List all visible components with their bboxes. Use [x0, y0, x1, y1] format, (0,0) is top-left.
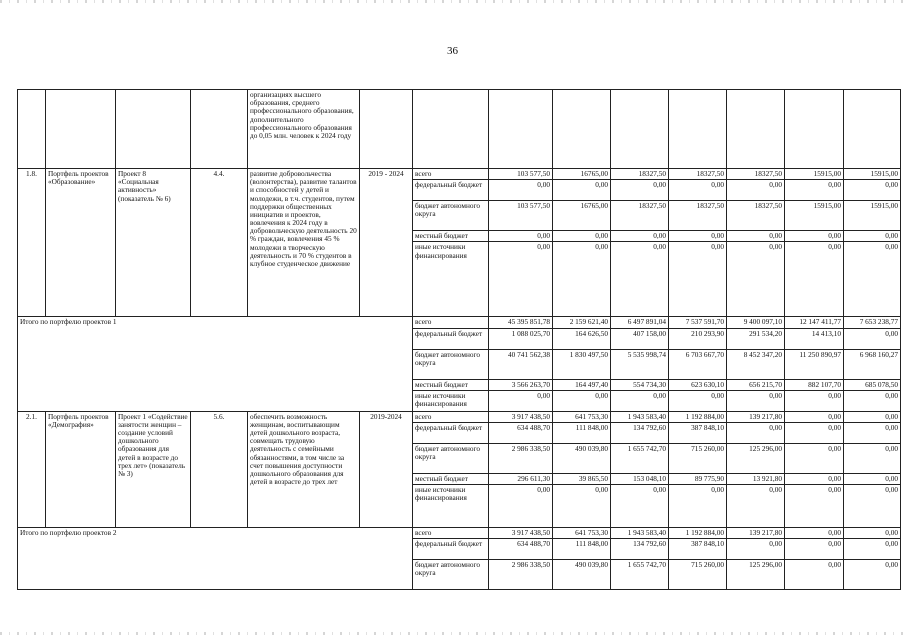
amount-cell: 0,00 [611, 231, 669, 242]
amount-cell: 0,00 [669, 485, 727, 528]
amount-cell: 0,00 [727, 485, 785, 528]
amount-cell: 0,00 [844, 539, 901, 560]
table-cell [46, 90, 116, 169]
amount-cell: 1 943 583,40 [611, 411, 669, 422]
amount-cell: 715 260,00 [669, 560, 727, 590]
funding-source-cell: всего [413, 528, 489, 539]
scan-noise-bottom [0, 632, 905, 635]
amount-cell: 634 488,70 [489, 539, 553, 560]
amount-cell: 0,00 [489, 180, 553, 201]
amount-cell: 0,00 [727, 539, 785, 560]
amount-cell: 0,00 [669, 390, 727, 411]
amount-cell: 7 653 238,77 [844, 317, 901, 328]
amount-cell: 111 848,00 [553, 539, 611, 560]
amount-cell: 0,00 [785, 231, 844, 242]
amount-cell: 0,00 [553, 231, 611, 242]
amount-cell: 18327,50 [611, 201, 669, 231]
amount-cell: 6 968 160,27 [844, 349, 901, 379]
scan-noise-top [0, 0, 905, 3]
amount-cell: 0,00 [489, 231, 553, 242]
amount-cell: 45 395 851,78 [489, 317, 553, 328]
table-row [18, 411, 901, 422]
code-cell: 4.4. [191, 169, 248, 317]
row-number-cell: 1.8. [18, 169, 46, 317]
table-cell [360, 90, 413, 169]
amount-cell: 139 217,80 [727, 528, 785, 539]
period-cell: 2019-2024 [360, 411, 413, 527]
funding-source-cell: местный бюджет [413, 379, 489, 390]
funding-source-cell: бюджет автономного округа [413, 560, 489, 590]
funding-source-cell: иные источники финансирования [413, 390, 489, 411]
funding-source-cell: бюджет автономного округа [413, 443, 489, 473]
amount-cell: 103 577,50 [489, 201, 553, 231]
amount-cell: 0,00 [489, 242, 553, 317]
amount-cell: 0,00 [844, 180, 901, 201]
funding-source-cell: всего [413, 317, 489, 328]
amount-cell: 153 048,10 [611, 473, 669, 484]
amount-cell: 7 537 591,70 [669, 317, 727, 328]
table-cell [489, 90, 553, 169]
amount-cell: 40 741 562,38 [489, 349, 553, 379]
table-row [18, 90, 901, 169]
project-cell: Проект 8 «Социальная активность» (показатель № 6) [116, 169, 191, 317]
total-label-cell: Итого по портфелю проектов 2 [18, 528, 413, 590]
amount-cell: 89 775,90 [669, 473, 727, 484]
amount-cell: 0,00 [785, 560, 844, 590]
table-row [18, 317, 901, 328]
amount-cell: 291 534,20 [727, 328, 785, 349]
page-number: 36 [447, 45, 458, 57]
amount-cell: 0,00 [785, 242, 844, 317]
amount-cell: 11 250 890,97 [785, 349, 844, 379]
amount-cell: 0,00 [785, 539, 844, 560]
table-cell [553, 90, 611, 169]
table-row [18, 169, 901, 180]
amount-cell: 1 192 884,00 [669, 411, 727, 422]
amount-cell: 0,00 [611, 485, 669, 528]
amount-cell: 164 626,50 [553, 328, 611, 349]
amount-cell: 296 611,30 [489, 473, 553, 484]
amount-cell: 3 917 438,50 [489, 411, 553, 422]
funding-source-cell: федеральный бюджет [413, 328, 489, 349]
table-cell [18, 90, 46, 169]
amount-cell: 0,00 [553, 180, 611, 201]
funding-source-cell: всего [413, 169, 489, 180]
amount-cell: 1 830 497,50 [553, 349, 611, 379]
amount-cell: 0,00 [844, 528, 901, 539]
amount-cell: 634 488,70 [489, 422, 553, 443]
table-cell [785, 90, 844, 169]
amount-cell: 1 655 742,70 [611, 443, 669, 473]
table-cell [844, 90, 901, 169]
code-cell: 5.6. [191, 411, 248, 527]
amount-cell: 15915,00 [785, 201, 844, 231]
table-row [18, 528, 901, 539]
funding-source-cell: федеральный бюджет [413, 539, 489, 560]
amount-cell: 3 917 438,50 [489, 528, 553, 539]
amount-cell: 139 217,80 [727, 411, 785, 422]
amount-cell: 0,00 [785, 390, 844, 411]
amount-cell: 0,00 [785, 528, 844, 539]
portfolio-cell: Портфель проектов «Демография» [46, 411, 116, 527]
amount-cell: 0,00 [489, 485, 553, 528]
funding-source-cell: иные источники финансирования [413, 242, 489, 317]
amount-cell: 0,00 [611, 390, 669, 411]
funding-source-cell: бюджет автономного округа [413, 349, 489, 379]
amount-cell: 6 497 891,04 [611, 317, 669, 328]
amount-cell: 387 848,10 [669, 539, 727, 560]
amount-cell: 0,00 [844, 422, 901, 443]
funding-source-cell: федеральный бюджет [413, 180, 489, 201]
amount-cell: 39 865,50 [553, 473, 611, 484]
amount-cell: 0,00 [785, 180, 844, 201]
amount-cell: 0,00 [785, 422, 844, 443]
amount-cell: 2 986 338,50 [489, 560, 553, 590]
project-cell: Проект 1 «Содействие занятости женщин – создание условий дошкольного образования для детей в возрасте до трех лет» (показатель № 3) [116, 411, 191, 527]
amount-cell: 0,00 [727, 422, 785, 443]
amount-cell: 0,00 [669, 231, 727, 242]
amount-cell: 0,00 [785, 473, 844, 484]
amount-cell: 715 260,00 [669, 443, 727, 473]
amount-cell: 407 158,00 [611, 328, 669, 349]
amount-cell: 14 413,10 [785, 328, 844, 349]
amount-cell: 0,00 [844, 473, 901, 484]
amount-cell: 9 400 097,10 [727, 317, 785, 328]
total-label-cell: Итого по портфелю проектов 1 [18, 317, 413, 411]
amount-cell: 2 159 621,40 [553, 317, 611, 328]
funding-table [17, 89, 901, 590]
amount-cell: 641 753,30 [553, 411, 611, 422]
amount-cell: 0,00 [844, 485, 901, 528]
table-cell [116, 90, 191, 169]
amount-cell: 0,00 [844, 242, 901, 317]
amount-cell: 0,00 [844, 328, 901, 349]
amount-cell: 5 535 998,74 [611, 349, 669, 379]
amount-cell: 0,00 [669, 180, 727, 201]
table-cell [727, 90, 785, 169]
amount-cell: 134 792,60 [611, 539, 669, 560]
amount-cell: 1 655 742,70 [611, 560, 669, 590]
amount-cell: 125 296,00 [727, 443, 785, 473]
amount-cell: 490 039,80 [553, 560, 611, 590]
amount-cell: 623 630,10 [669, 379, 727, 390]
amount-cell: 18327,50 [669, 169, 727, 180]
amount-cell: 0,00 [727, 180, 785, 201]
amount-cell: 0,00 [844, 560, 901, 590]
funding-source-cell: местный бюджет [413, 231, 489, 242]
amount-cell: 0,00 [844, 443, 901, 473]
amount-cell: 641 753,30 [553, 528, 611, 539]
funding-source-cell: иные источники финансирования [413, 485, 489, 528]
amount-cell: 134 792,60 [611, 422, 669, 443]
amount-cell: 554 734,30 [611, 379, 669, 390]
amount-cell: 685 078,50 [844, 379, 901, 390]
amount-cell: 0,00 [727, 242, 785, 317]
amount-cell: 1 192 884,00 [669, 528, 727, 539]
amount-cell: 0,00 [489, 390, 553, 411]
description-cell: организациях высшего образования, среднего профессионального образования, дополнительного профессионального образования до 0,05 млн. человек к 2024 году [248, 90, 360, 169]
amount-cell: 111 848,00 [553, 422, 611, 443]
amount-cell: 15915,00 [785, 169, 844, 180]
amount-cell: 656 215,70 [727, 379, 785, 390]
period-cell: 2019 - 2024 [360, 169, 413, 317]
amount-cell: 1 088 025,70 [489, 328, 553, 349]
table-cell [669, 90, 727, 169]
amount-cell: 18327,50 [727, 169, 785, 180]
amount-cell: 490 039,80 [553, 443, 611, 473]
amount-cell: 1 943 583,40 [611, 528, 669, 539]
amount-cell: 0,00 [611, 180, 669, 201]
amount-cell: 18327,50 [611, 169, 669, 180]
amount-cell: 125 296,00 [727, 560, 785, 590]
amount-cell: 2 986 338,50 [489, 443, 553, 473]
portfolio-cell: Портфель проектов «Образование» [46, 169, 116, 317]
table-cell [413, 90, 489, 169]
amount-cell: 0,00 [727, 390, 785, 411]
amount-cell: 16765,00 [553, 169, 611, 180]
amount-cell: 0,00 [844, 390, 901, 411]
amount-cell: 15915,00 [844, 201, 901, 231]
table-cell [611, 90, 669, 169]
amount-cell: 15915,00 [844, 169, 901, 180]
amount-cell: 0,00 [553, 242, 611, 317]
amount-cell: 0,00 [785, 485, 844, 528]
funding-source-cell: федеральный бюджет [413, 422, 489, 443]
amount-cell: 0,00 [844, 231, 901, 242]
amount-cell: 0,00 [553, 390, 611, 411]
amount-cell: 12 147 411,77 [785, 317, 844, 328]
amount-cell: 210 293,90 [669, 328, 727, 349]
amount-cell: 387 848,10 [669, 422, 727, 443]
amount-cell: 0,00 [611, 242, 669, 317]
amount-cell: 0,00 [669, 242, 727, 317]
amount-cell: 16765,00 [553, 201, 611, 231]
row-number-cell: 2.1. [18, 411, 46, 527]
amount-cell: 3 566 263,70 [489, 379, 553, 390]
amount-cell: 8 452 347,20 [727, 349, 785, 379]
funding-source-cell: всего [413, 411, 489, 422]
amount-cell: 0,00 [785, 443, 844, 473]
amount-cell: 18327,50 [727, 201, 785, 231]
amount-cell: 0,00 [727, 231, 785, 242]
funding-source-cell: местный бюджет [413, 473, 489, 484]
amount-cell: 0,00 [844, 411, 901, 422]
amount-cell: 882 107,70 [785, 379, 844, 390]
amount-cell: 13 921,80 [727, 473, 785, 484]
amount-cell: 103 577,50 [489, 169, 553, 180]
funding-source-cell: бюджет автономного округа [413, 201, 489, 231]
amount-cell: 164 497,40 [553, 379, 611, 390]
amount-cell: 0,00 [553, 485, 611, 528]
amount-cell: 18327,50 [669, 201, 727, 231]
description-cell: обеспечить возможность женщинам, воспитывающим детей дошкольного возраста, совмещать трудовую деятельность с семейными обязанностями, в том числе за счет повышения доступности дошкольного образования для детей в возрасте до трех лет [248, 411, 360, 527]
amount-cell: 0,00 [785, 411, 844, 422]
table-cell [191, 90, 248, 169]
description-cell: развитие добровольчества (волонтерства), развитие талантов и способностей у детей и молодежи, в т.ч. студентов, путем поддержки общественных инициатив и проектов, вовлечения к 2024 году в добровольческую деятельность 20 % граждан, вовлечения 45 % молодежи в творческую деятельность и 70 % студентов в клубное студенческое движение [248, 169, 360, 317]
amount-cell: 6 703 667,70 [669, 349, 727, 379]
